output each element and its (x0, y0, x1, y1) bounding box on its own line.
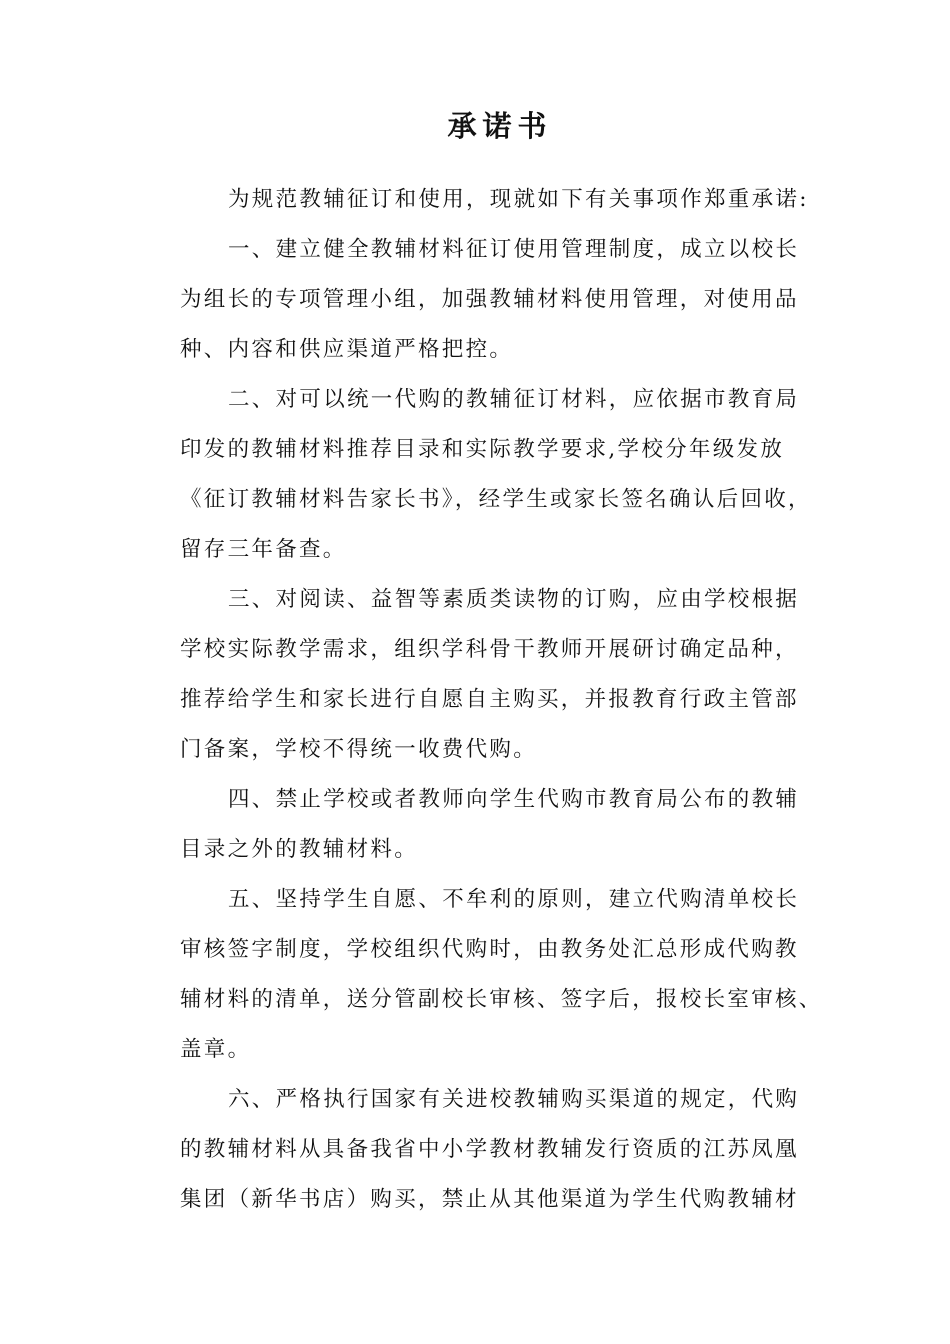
text-line: 留存三年备查。 (180, 537, 347, 562)
text-line: 为组长的专项管理小组，加强教辅材料使用管理，对使用品 (180, 287, 799, 312)
paragraph (180, 375, 820, 575)
text-line: 盖章。 (180, 1037, 252, 1062)
text-line: 为规范教辅征订和使用，现就如下有关事项作郑重承诺: (228, 187, 809, 212)
text-line: 目录之外的教辅材料。 (180, 837, 419, 862)
text-line: 集团（新华书店）购买，禁止从其他渠道为学生代购教辅材 (180, 1187, 799, 1212)
text-line: 《征订教辅材料告家长书》，经学生或家长签名确认后回收， (180, 487, 812, 512)
text-line: 辅材料的清单，送分管副校长审核、签字后，报校长室审核、 (180, 987, 823, 1012)
text-line: 五、坚持学生自愿、不牟利的原则，建立代购清单校长 (228, 887, 800, 912)
text-line: 三、对阅读、益智等素质类读物的订购，应由学校根据 (228, 587, 800, 612)
document-body (180, 175, 823, 1225)
paragraph (180, 575, 820, 775)
paragraph (180, 225, 820, 375)
text-line: 种、内容和供应渠道严格把控。 (180, 337, 514, 362)
text-line: 的教辅材料从具备我省中小学教材教辅发行资质的江苏凤凰 (180, 1137, 799, 1162)
text-line: 印发的教辅材料推荐目录和实际教学要求,学校分年级发放 (180, 437, 785, 462)
text-line: 四、禁止学校或者教师向学生代购市教育局公布的教辅 (228, 787, 800, 812)
document-title: 承诺书 (447, 109, 553, 143)
text-line: 审核签字制度，学校组织代购时，由教务处汇总形成代购教 (180, 937, 799, 962)
paragraph (180, 875, 823, 1075)
text-line: 二、对可以统一代购的教辅征订材料，应依据市教育局 (228, 387, 800, 412)
text-line: 一、建立健全教辅材料征订使用管理制度，成立以校长 (228, 237, 800, 262)
text-line: 推荐给学生和家长进行自愿自主购买，并报教育行政主管部 (180, 687, 799, 712)
text-line: 学校实际教学需求，组织学科骨干教师开展研讨确定品种， (180, 637, 799, 662)
text-line: 六、严格执行国家有关进校教辅购买渠道的规定，代购 (228, 1087, 800, 1112)
text-line: 门备案，学校不得统一收费代购。 (180, 737, 538, 762)
paragraph (180, 175, 820, 225)
paragraph (180, 1075, 820, 1225)
paragraph (180, 775, 820, 875)
